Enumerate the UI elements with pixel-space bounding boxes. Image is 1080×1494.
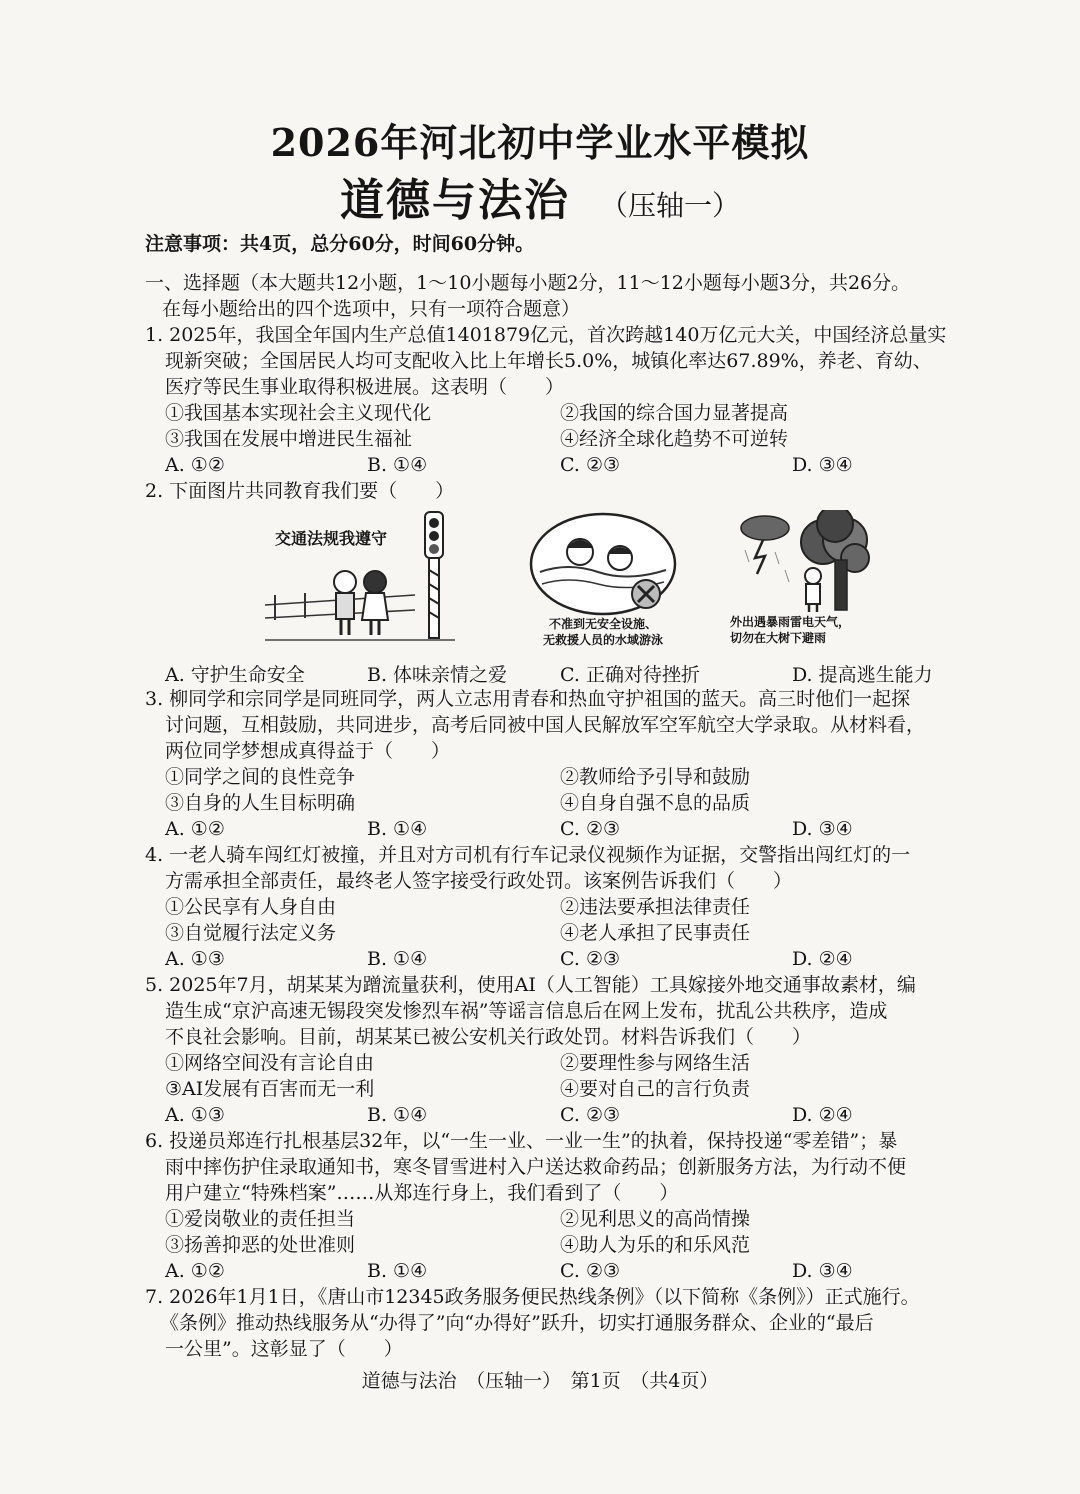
question-1-choice-b: B. ①④ xyxy=(367,454,428,476)
swimming-scene-icon xyxy=(528,512,678,616)
question-5-choice-d: D. ②④ xyxy=(792,1104,853,1126)
question-6-stem-line2: 雨中摔伤护住录取通知书，寒冬冒雪进村入户送达救命药品；创新服务方法，为行动不便 xyxy=(165,1156,907,1178)
question-4-statement: ②违法要承担法律责任 xyxy=(560,896,751,918)
question-5-statement: ②要理性参与网络生活 xyxy=(560,1052,751,1074)
question-3-stem-line2: 讨问题，互相鼓励，共同进步，高考后同被中国人民解放军空军航空大学录取。从材料看， xyxy=(165,714,926,736)
question-1-statement: ①我国基本实现社会主义现代化 xyxy=(165,402,432,424)
question-5-choice-b: B. ①④ xyxy=(367,1104,428,1126)
question-2-choice-d: D. 提高逃生能力 xyxy=(792,664,933,686)
question-3-stem-line3: 两位同学梦想成真得益于（ ） xyxy=(165,740,451,762)
question-6-choice-c: C. ②③ xyxy=(560,1260,621,1282)
question-3-statement: ③自身的人生目标明确 xyxy=(165,792,356,814)
question-7-stem-line3: 一公里”。这彰显了（ ） xyxy=(165,1338,403,1360)
page-footer: 道德与法治 （压轴一） 第1页 （共4页） xyxy=(361,1370,719,1392)
question-5-stem: 5. 2025年7月，胡某某为蹭流量获利，使用AI（人工智能）工具嫁接外地交通事故素材，编 xyxy=(145,974,916,996)
section-heading: 一、选择题（本大题共12小题，1～10小题每小题2分，11～12小题每小题3分，共26分。 xyxy=(145,272,911,294)
question-6-choice-b: B. ①④ xyxy=(367,1260,428,1282)
question-4-statement: ③自觉履行法定义务 xyxy=(165,922,337,944)
question-4-choice-c: C. ②③ xyxy=(560,948,621,970)
image-2-caption: 不准到无安全设施、 xyxy=(548,617,657,631)
question-2-stem: 2. 下面图片共同教育我们要（ ） xyxy=(145,480,455,502)
question-1-statement: ④经济全球化趋势不可逆转 xyxy=(560,428,789,450)
question-5-statement: ①网络空间没有言论自由 xyxy=(165,1052,375,1074)
question-3-statement: ①同学之间的良性竞争 xyxy=(165,766,356,788)
question-3-choice-a: A. ①② xyxy=(165,818,225,840)
question-5-stem-line3: 不良社会影响。目前，胡某某已被公安机关行政处罚。材料告诉我们（ ） xyxy=(165,1026,812,1048)
storm-scene-icon xyxy=(735,510,885,612)
image-2-caption-line2: 无救援人员的水域游泳 xyxy=(542,633,663,647)
question-6-choice-a: A. ①② xyxy=(165,1260,225,1282)
question-3-choice-c: C. ②③ xyxy=(560,818,621,840)
image-3-caption: 外出遇暴雨雷电天气， xyxy=(730,615,851,629)
question-2-choice-a: A. 守护生命安全 xyxy=(165,664,305,686)
question-4-stem-line2: 方需承担全部责任，最终老人签字接受行政处罚。该案例告诉我们（ ） xyxy=(165,870,793,892)
question-3-statement: ④自身自强不息的品质 xyxy=(560,792,751,814)
question-6-statement: ①爱岗敬业的责任担当 xyxy=(165,1208,356,1230)
question-1-choice-d: D. ③④ xyxy=(792,454,853,476)
question-6-statement: ③扬善抑恶的处世准则 xyxy=(165,1234,356,1256)
swimming-safety-image xyxy=(528,512,678,616)
question-1-stem-line2: 现新突破；全国居民人均可支配收入比上年增长5.0%，城镇化率达67.89%，养老、育幼、 xyxy=(165,350,932,372)
question-4-choice-a: A. ①③ xyxy=(165,948,225,970)
question-1-choice-a: A. ①② xyxy=(165,454,225,476)
question-4-statement: ④老人承担了民事责任 xyxy=(560,922,751,944)
question-5-statement: ④要对自己的言行负责 xyxy=(560,1078,751,1100)
question-1-statement: ②我国的综合国力显著提高 xyxy=(560,402,789,424)
question-4-choice-b: B. ①④ xyxy=(367,948,428,970)
question-1-statement: ③我国在发展中增进民生福祉 xyxy=(165,428,413,450)
question-5-choice-c: C. ②③ xyxy=(560,1104,621,1126)
question-5-choice-a: A. ①③ xyxy=(165,1104,225,1126)
question-4-statement: ①公民享有人身自由 xyxy=(165,896,337,918)
question-7-stem-line2: 《条例》推动热线服务从“办得了”向“办得好”跃升，切实打通服务群众、企业的“最后 xyxy=(160,1312,874,1334)
section-heading-line2: 在每小题给出的四个选项中，只有一项符合题意） xyxy=(162,298,581,320)
question-5-statement: ③AI发展有百害而无一利 xyxy=(165,1078,375,1100)
question-2-choice-c: C. 正确对待挫折 xyxy=(560,664,700,686)
image-3-caption-line2: 切勿在大树下避雨 xyxy=(730,631,827,645)
question-3-stem: 3. 柳同学和宗同学是同班同学，两人立志用青春和热血守护祖国的蓝天。高三时他们一起探 xyxy=(145,688,911,710)
exam-title: 2026年河北初中学业水平模拟 xyxy=(270,120,810,165)
question-1-stem-line3: 医疗等民生事业取得积极进展。这表明（ ） xyxy=(165,376,565,398)
question-4-stem: 4. 一老人骑车闯红灯被撞，并且对方司机有行车记录仪视频作为证据，交警指出闯红灯的一 xyxy=(145,844,911,866)
image-1-caption: 交通法规我遵守 xyxy=(275,529,388,548)
notice: 注意事项：共4页，总分60分，时间60分钟。 xyxy=(145,233,535,255)
variant-label: （压轴一） xyxy=(599,189,740,222)
question-5-stem-line2: 造生成“京沪高速无锡段突发惨烈车祸”等谣言信息后在网上发布，扰乱公共秩序，造成 xyxy=(165,1000,888,1022)
question-1-choice-c: C. ②③ xyxy=(560,454,621,476)
question-6-stem-line3: 用户建立“特殊档案”……从郑连行身上，我们看到了（ ） xyxy=(165,1182,679,1204)
question-3-choice-d: D. ③④ xyxy=(792,818,853,840)
question-6-stem: 6. 投递员郑连行扎根基层32年，以“一生一业、一业一生”的执着，保持投递“零差错”；暴 xyxy=(145,1130,898,1152)
question-1-stem: 1. 2025年，我国全年国内生产总值1401879亿元，首次跨越140万亿元大关，中国经济总量实 xyxy=(145,324,947,346)
question-3-statement: ②教师给予引导和鼓励 xyxy=(560,766,751,788)
question-6-statement: ④助人为乐的和乐风范 xyxy=(560,1234,751,1256)
question-3-choice-b: B. ①④ xyxy=(367,818,428,840)
subject-name: 道德与法治 xyxy=(339,175,570,226)
question-2-choice-b: B. 体味亲情之爱 xyxy=(367,664,508,686)
question-6-choice-d: D. ③④ xyxy=(792,1260,853,1282)
question-7-stem: 7. 2026年1月1日，《唐山市12345政务服务便民热线条例》（以下简称《条例》）正式施行。 xyxy=(145,1286,920,1308)
question-6-statement: ②见利思义的高尚情操 xyxy=(560,1208,751,1230)
subject-heading xyxy=(0,164,1080,228)
storm-safety-image xyxy=(735,510,885,612)
question-4-choice-d: D. ②④ xyxy=(792,948,853,970)
